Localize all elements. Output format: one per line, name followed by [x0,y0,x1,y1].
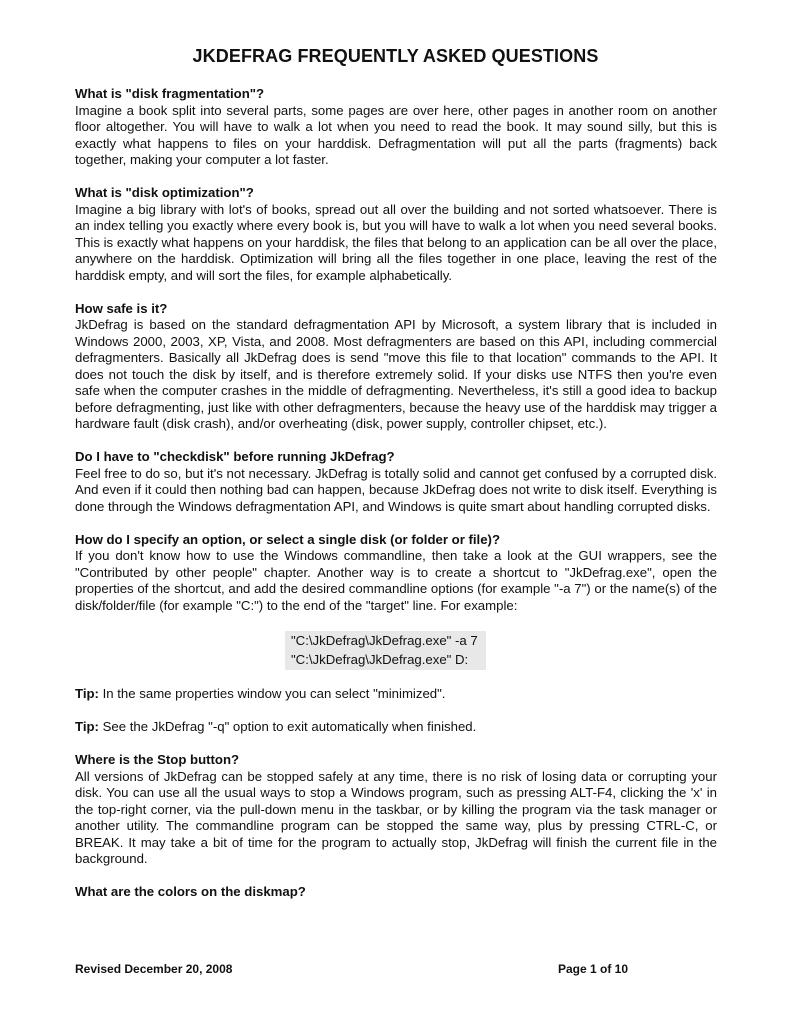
tip-text: In the same properties window you can select "minimized". [98,686,446,701]
code-line: "C:\JkDefrag\JkDefrag.exe" -a 7 [291,632,478,648]
page-title: JKDEFRAG FREQUENTLY ASKED QUESTIONS [192,46,599,66]
faq-question: How do I specify an option, or select a single disk (or folder or file)? [75,531,500,547]
faq-question: Where is the Stop button? [75,752,240,767]
faq-section-diskmap-colors [75,884,717,901]
faq-section-fragmentation [75,86,717,169]
tip-text: See the JkDefrag "-q" option to exit automatically when finished. [98,719,477,734]
tip-minimized [75,686,717,703]
faq-section-safety [75,301,717,433]
document-body [75,86,717,917]
faq-question: What are the colors on the diskmap? [75,884,306,899]
faq-section-checkdisk [75,449,717,515]
tip-quit-option [75,719,717,736]
faq-answer: JkDefrag is based on the standard defragmentation API by Microsoft, a system library that is included in Windows 2000, 2003, XP, Vista, and 2008. Most defragmenters are based on this API, including commercial defragmenters. Basically all JkDefrag does is send "move this file to that location" commands to the API. It does not touch the disk by itself, and is therefore extremely solid. If your disks use NTFS then you're even safe when the computer crashes in the middle of defragmenting. Nevertheless, it's still a good idea to backup before defragmenting, just like with other defragmenters, because the heavy use of the harddisk may trigger a hardware fault (disk crash), and/or overheating (disk, power supply, controller chipset, etc.). [75,317,717,431]
footer-page-number: Page 1 of 10 [558,962,629,976]
code-line: "C:\JkDefrag\JkDefrag.exe" D: [291,652,469,667]
faq-question: What is "disk fragmentation"? [75,86,265,101]
faq-answer: If you don't know how to use the Windows commandline, then take a look at the GUI wrappers, see the "Contributed by other people" chapter. Another way is to create a shortcut to "JkDefrag.exe", open the properties of the shortcut, and add the desired commandline options (for example "-a 7") or the name(s) of the disk/folder/file (for example "C:") to the end of the "target" line. For example: [75,548,717,613]
tip-label: Tip: [75,686,99,701]
faq-answer: Imagine a big library with lot's of books, spread out all over the building and not sorted whatsoever. There is an index telling you exactly where every book is, but you will have to walk a lot when you need several books. This is exactly what happens on your harddisk, the files that belong to an application can be all over the place, anywhere on the harddisk. Optimization will bring all the files together in one place, leaving the rest of the harddisk empty, and will sort the files, for example alphabetically. [75,201,717,283]
faq-question: Do I have to "checkdisk" before running JkDefrag? [75,449,395,464]
faq-question: What is "disk optimization"? [75,185,254,200]
tip-label: Tip: [75,719,99,734]
faq-answer: Feel free to do so, but it's not necessary. JkDefrag is totally solid and cannot get confused by a corrupted disk. And even if it could then nothing bad can happen, because JkDefrag does not write to disk itself. Everything is done through the Windows defragmentation API, and Windows is quite smart about handling corrupted disks. [75,465,717,514]
faq-section-optimization [75,185,717,284]
faq-section-options [75,532,717,615]
footer-revised-date: Revised December 20, 2008 [75,962,233,976]
code-example-block [75,631,717,670]
faq-section-stop-button [75,752,717,868]
code-example [285,631,486,670]
faq-answer: Imagine a book split into several parts, some pages are over here, other pages in another room on another floor altogether. You will have to walk a lot when you need to read the book. It may sound silly, but this is exactly what happens to files on your harddisk. Defragmentation will put all the parts (fragments) back together, making your computer a lot faster. [75,102,717,167]
faq-question: How safe is it? [75,300,168,316]
faq-answer: All versions of JkDefrag can be stopped safely at any time, there is no risk of losing data or corrupting your disk. You can use all the usual ways to stop a Windows program, such as pressing ALT-F4, clicking the 'x' in the top-right corner, via the pull-down menu in the taskbar, or by killing the program via the task manager or another utility. The commandline program can be stopped the same way, plus by pressing CTRL-C, or BREAK. It may take a bit of time for the program to actually stop, JkDefrag will finish the current file in the background. [75,768,717,866]
